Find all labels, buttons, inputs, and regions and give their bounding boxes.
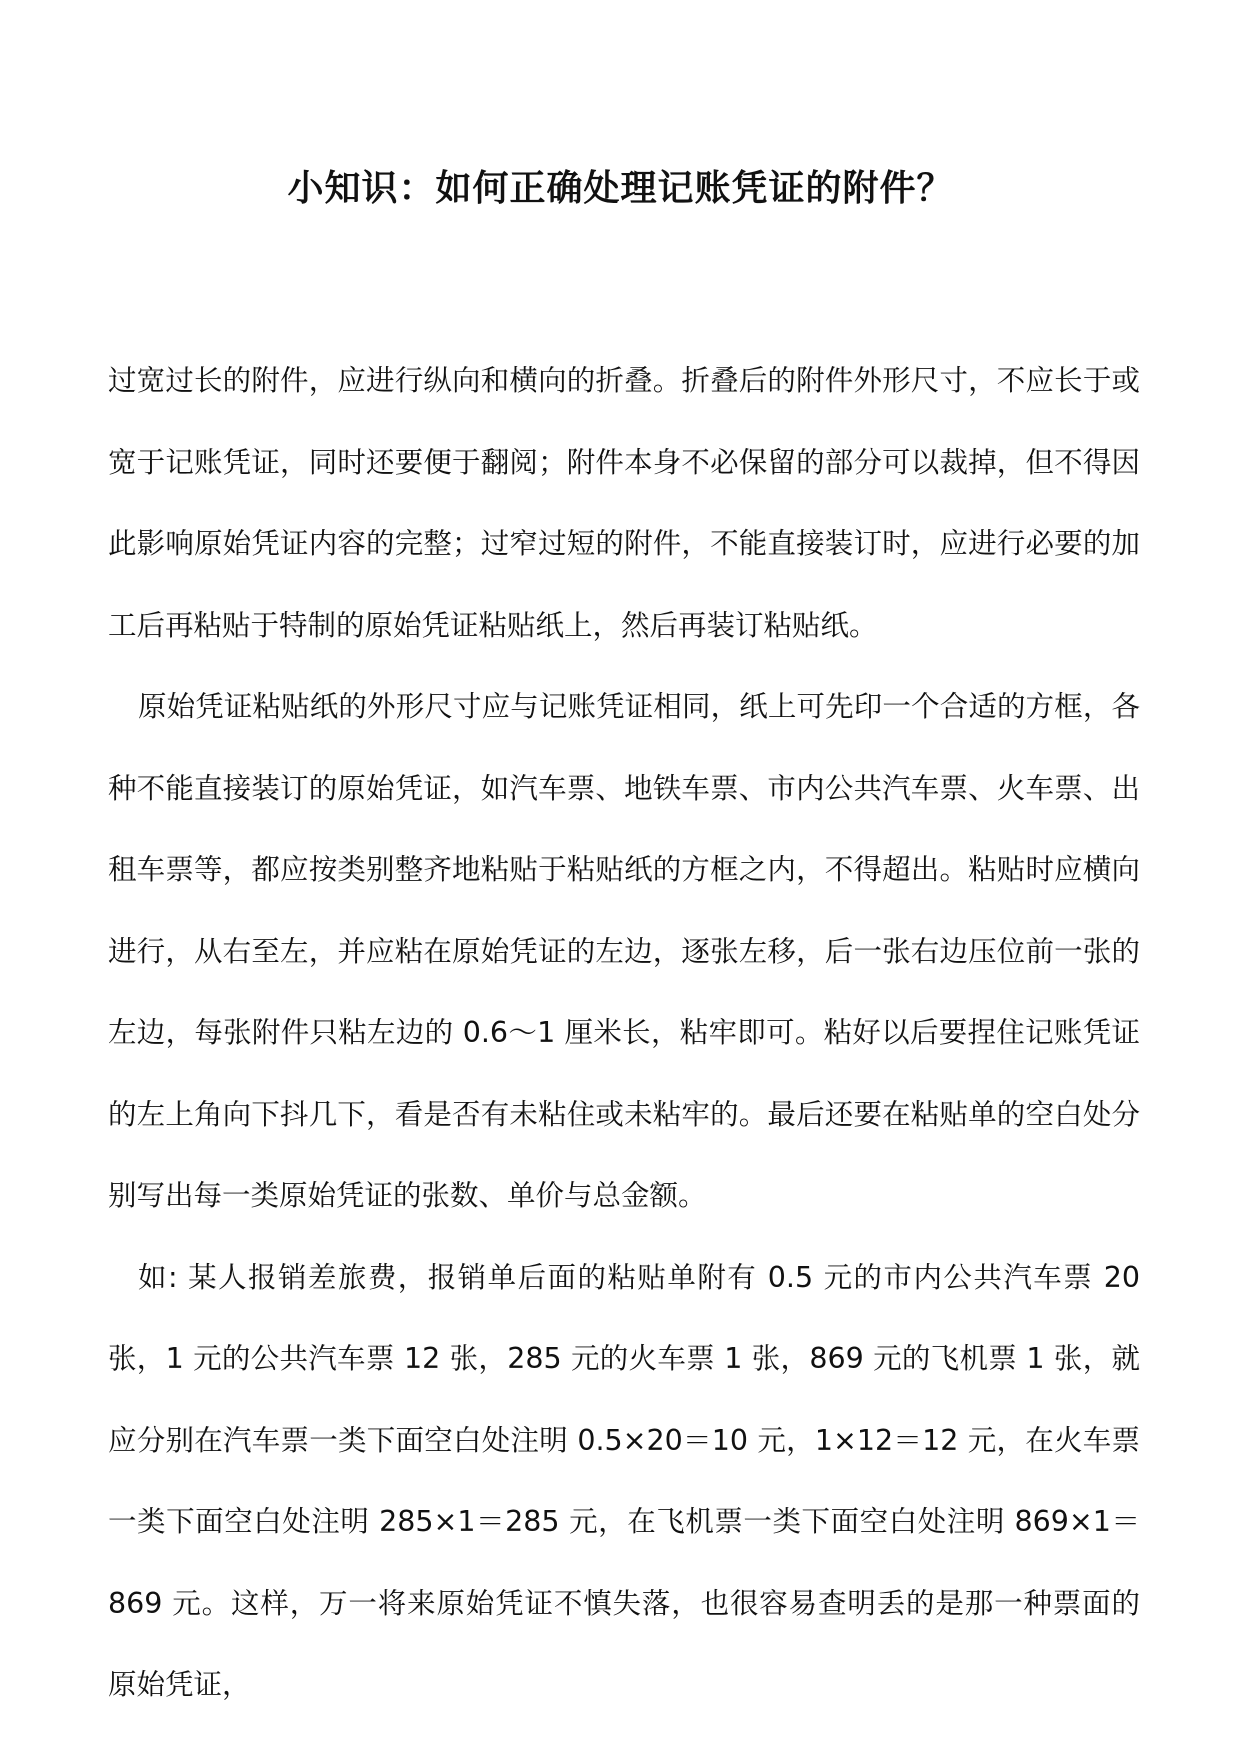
document-title: 小知识：如何正确处理记账凭证的附件？ xyxy=(287,167,954,209)
paragraph-example: 如: 某人报销差旅费，报销单后面的粘贴单附有 0.5 元的市内公共汽车票 20 张，1 元的公共汽车票 12 张，285 元的火车票 1 张，869 元的飞机票 1 张，就应分别在汽车票一类下面空白处注明 0.5×20＝10 元，1×12＝12 元，在火车票一类下面空白处注明 285×1＝285 元，在飞机票一类下面空白处注明 869×1＝869 元。这样，万一将来原始凭证不慎失落，也很容易查明丢的是那一种票面的原始凭证， xyxy=(108,1260,1140,1701)
paragraph-attachment-folding: 过宽过长的附件，应进行纵向和横向的折叠。折叠后的附件外形尺寸，不应长于或宽于记账凭证，同时还要便于翻阅；附件本身不必保留的部分可以裁掉，但不得因此影响原始凭证内容的完整；过窄过短的附件，不能直接装订时，应进行必要的加工后再粘贴于特制的原始凭证粘贴纸上，然后再装订粘贴纸。 xyxy=(108,364,1140,642)
paragraph-pasting-sheet: 原始凭证粘贴纸的外形尺寸应与记账凭证相同，纸上可先印一个合适的方框，各种不能直接装订的原始凭证，如汽车票、地铁车票、市内公共汽车票、火车票、出租车票等，都应按类别整齐地粘贴于粘贴纸的方框之内，不得超出。粘贴时应横向进行，从右至左，并应粘在原始凭证的左边，逐张左移，后一张右边压位前一张的左边，每张附件只粘左边的 0.6～1 厘米长，粘牢即可。粘好以后要捏住记账凭证的左上角向下抖几下，看是否有未粘住或未粘牢的。最后还要在粘贴单的空白处分别写出每一类原始凭证的张数、单价与总金额。 xyxy=(108,690,1140,1212)
document-body xyxy=(108,340,1140,1726)
